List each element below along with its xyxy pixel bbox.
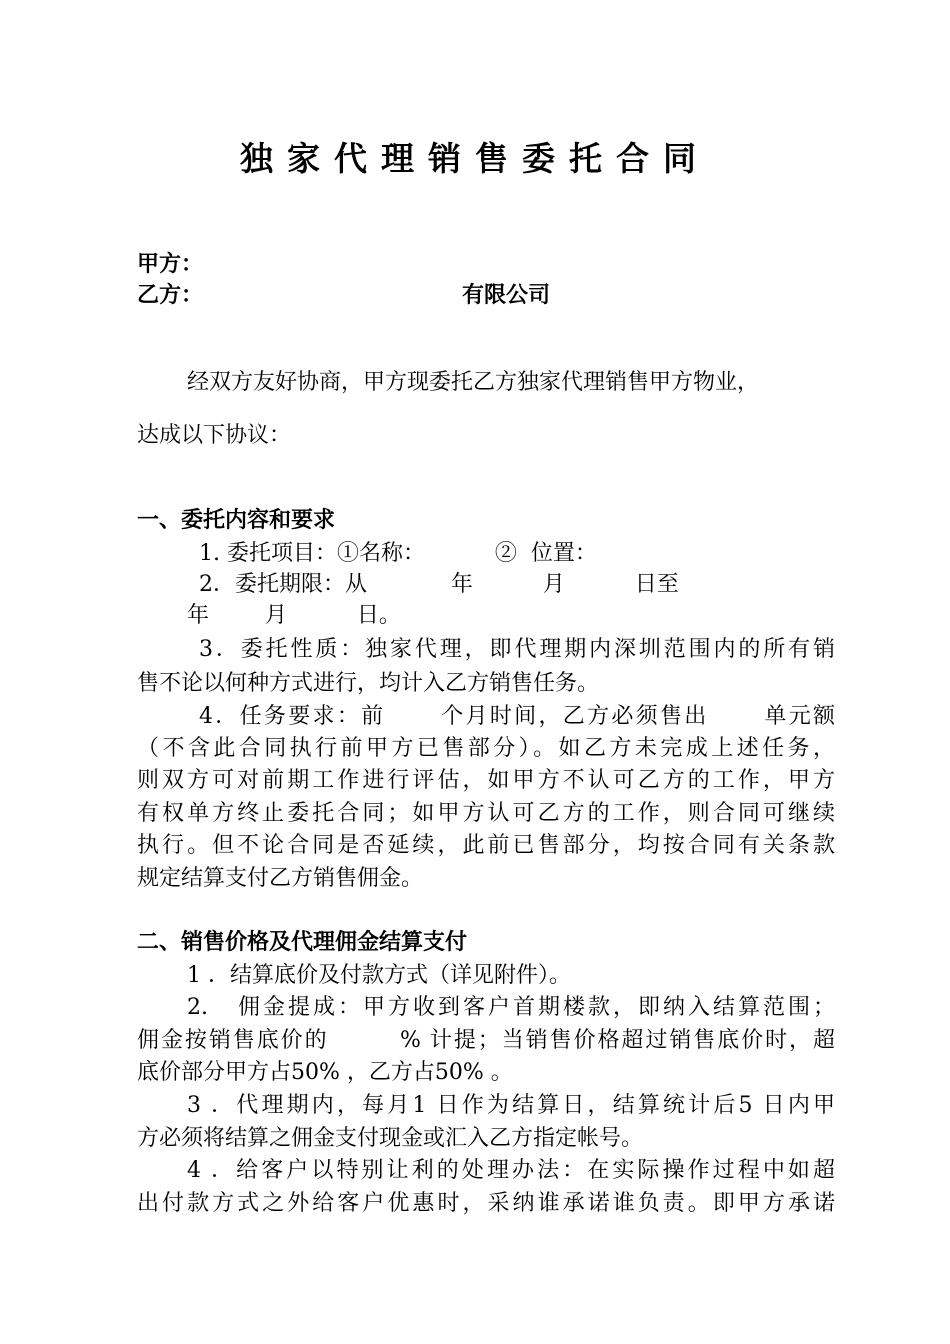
section-heading: 一、委托内容和要求 [137, 508, 336, 533]
clause-line: 有权单方终止委托合同；如甲方认可乙方的工作，则合同可继续 [137, 801, 835, 826]
intro-line: 达成以下协议： [137, 423, 292, 448]
clause-line: 4．任务要求：前 个月时间，乙方必须售出 单元额 [199, 704, 835, 729]
clause-line: 售不论以何种方式进行，均计入乙方销售任务。 [137, 671, 600, 696]
clause-line: 年 月 日。 [187, 603, 401, 628]
party-b-label: 乙方： [137, 283, 204, 308]
clause-line: 底价部分甲方占50% ，乙方占50% 。 [137, 1060, 513, 1085]
clause-line: 2. 佣金提成：甲方收到客户首期楼款，即纳入结算范围； [187, 995, 835, 1020]
clause-line: 佣金按销售底价的 % 计提；当销售价格超过销售底价时，超 [137, 1028, 835, 1053]
clause-line: 1. 委托项目：①名称： ② 位置： [199, 541, 597, 566]
section-heading: 二、销售价格及代理佣金结算支付 [137, 930, 468, 955]
clause-line: 出付款方式之外给客户优惠时，采纳谁承诺谁负责。即甲方承诺 [137, 1191, 835, 1216]
clause-line: 4 ．给客户以特别让利的处理办法：在实际操作过程中如超 [187, 1158, 835, 1183]
clause-line: 则双方可对前期工作进行评估，如甲方不认可乙方的工作，甲方 [137, 768, 835, 793]
intro-line: 经双方友好协商，甲方现委托乙方独家代理销售甲方物业， [187, 370, 760, 395]
party-a-label: 甲方： [137, 252, 204, 277]
clause-line: （不含此合同执行前甲方已售部分）。如乙方未完成上述任务， [137, 736, 835, 761]
clause-line: 3 ．代理期内，每月1 日作为结算日，结算统计后5 日内甲 [187, 1093, 835, 1118]
clause-line: 执行。但不论合同是否延续，此前已售部分，均按合同有关条款 [137, 833, 835, 858]
clause-line: 方必须将结算之佣金支付现金或汇入乙方指定帐号。 [137, 1126, 644, 1151]
party-b-company: 有限公司 [462, 283, 551, 308]
clause-line: 1 ．结算底价及付款方式（详见附件）。 [187, 963, 571, 988]
clause-line: 3．委托性质：独家代理，即代理期内深圳范围内的所有销 [199, 637, 835, 662]
clause-line: 规定结算支付乙方销售佣金。 [137, 866, 424, 891]
clause-line: 2．委托期限：从 年 月 日至 [199, 572, 679, 597]
document-title: 独家代理销售委托合同 [240, 139, 710, 178]
